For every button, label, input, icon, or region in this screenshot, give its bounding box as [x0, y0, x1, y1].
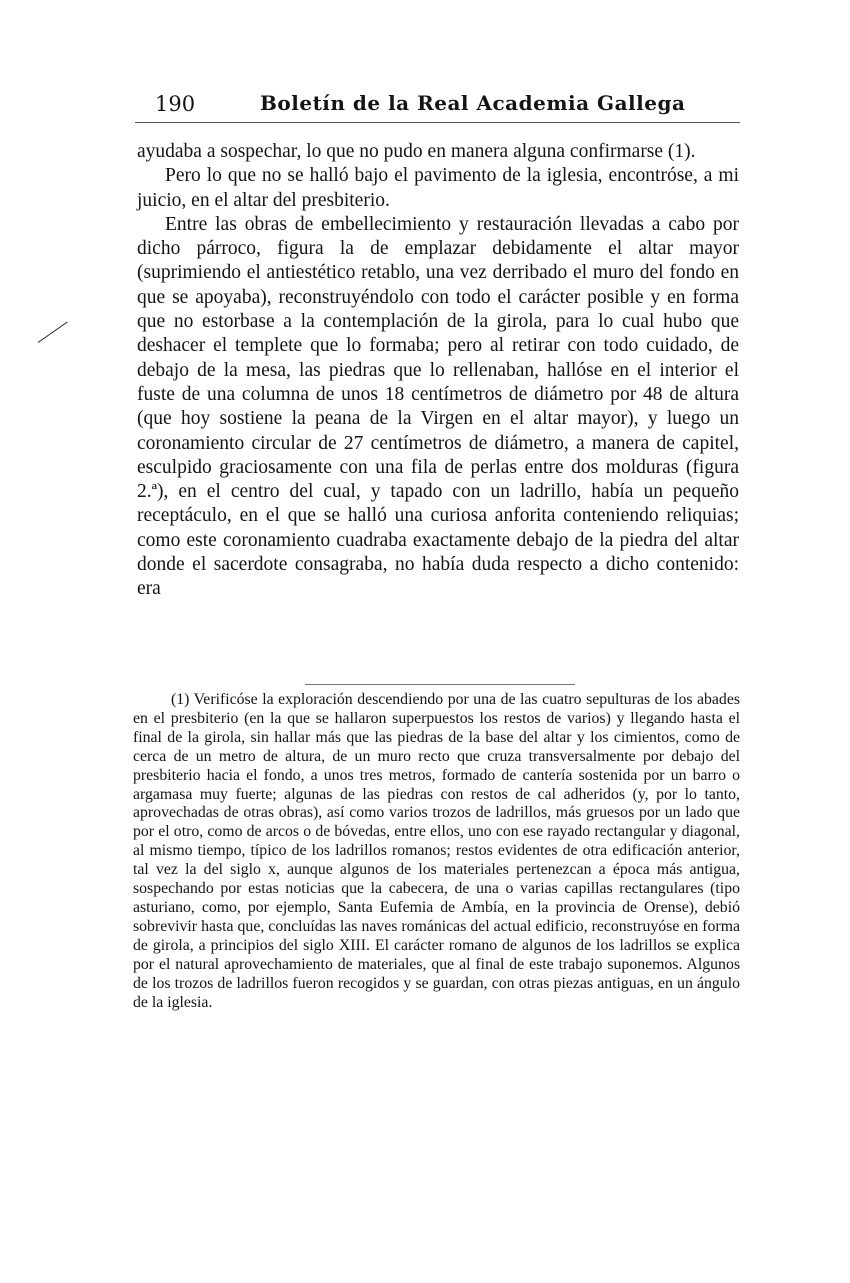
- main-text: [137, 140, 739, 602]
- footnote-text: (1) Verificóse la exploración descendiendo por una de las cuatro sepulturas de los abades en el presbiterio (en la que se hallaron superpuestos los restos de varios) y llegando hasta el final de la girola, sin hallar más que las piedras de la base del altar y los cimientos, como de cerca de un metro de altura, de un muro recto que cruza transversalmente por debajo del presbiterio hacia el fondo, a unos tres metros, formado de cantería sostenida por un barro o argamasa muy fuerte; algunas de las piedras con restos de cal adheridos (y, por lo tanto, aprovechadas de otras obras), así como varios trozos de ladrillos, más gruesos por un lado que por el otro, como de arcos o de bóvedas, entre ellos, uno con ese rayado rectangular y diagonal, al mismo tiempo, típico de los ladrillos romanos; restos evidentes de otra edificación anterior, tal vez la del siglo x, aunque algunos de los materiales pertenezcan a época más antigua, sospechando por estas noticias que la cabecera, de una o varias capillas rectangulares (tipo asturiano, como, por ejemplo, Santa Eufemia de Ambía, en la provincia de Orense), debió sobrevivir hasta que, concluídas las naves románicas del actual edificio, reconstruyóse en forma de girola, a principios del siglo XIII. El carácter romano de algunos de los ladrillos se explica por el natural aprovechamiento de materiales, que al final de este trabajo suponemos. Algunos de los trozos de ladrillos fueron recogidos y se guardan, con otras piezas antiguas, en un ángulo de la iglesia.: [133, 691, 740, 1011]
- paragraph-pavimento: Pero lo que no se halló bajo el pavimento de la iglesia, encontróse, a mi juicio, en el altar del presbiterio.: [137, 165, 739, 211]
- margin-pencil-mark: [38, 321, 68, 342]
- footnote-separator: [305, 684, 575, 685]
- paragraph-obras: Entre las obras de embellecimiento y restauración llevadas a cabo por dicho párroco, figura la de emplazar debidamente el altar mayor (suprimiendo el antiestético retablo, una vez derribado el muro del fondo en que se apoyaba), reconstruyéndolo con todo el carácter posible y en forma que no estorbase a la contemplación de la girola, para lo cual hubo que deshacer el templete que lo formaba; pero al retirar con todo cuidado, de debajo de la mesa, las piedras que lo rellenaban, hallóse en el interior el fuste de una columna de unos 18 centímetros de diámetro por 48 de altura (que hoy sostiene la peana de la Virgen en el altar mayor), y luego un coronamiento circular de 27 centímetros de diámetro, a manera de capitel, esculpido graciosamente con una fila de perlas entre dos molduras (figura 2.ª), en el centro del cual, y tapado con un ladrillo, había un pequeño receptáculo, en el que se halló una curiosa anforita conteniendo reliquias; como este coronamiento cuadraba exactamente debajo de la piedra del altar donde el sacerdote consagraba, no había duda respecto a dicho contenido: era: [137, 213, 739, 600]
- page-number: 190: [155, 92, 196, 116]
- running-title: Boletín de la Real Academia Gallega: [260, 91, 686, 115]
- page-header: [135, 88, 740, 123]
- paragraph-continuation: ayudaba a sospechar, lo que no pudo en manera alguna confirmarse (1).: [137, 141, 696, 162]
- footnote: [133, 691, 740, 1012]
